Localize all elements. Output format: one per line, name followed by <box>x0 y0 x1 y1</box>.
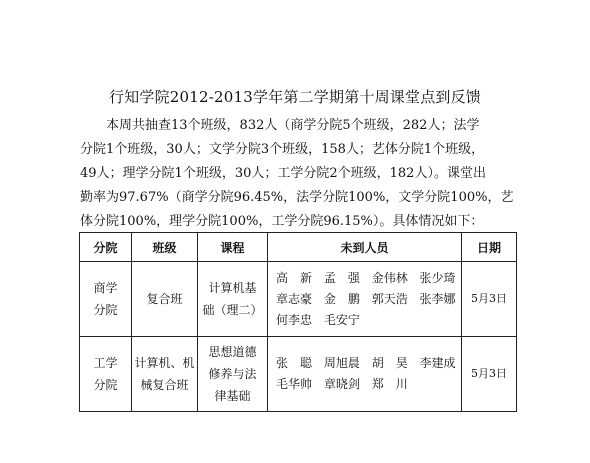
student-name: 郑 川 <box>371 377 408 391</box>
date-cell: 5月3日 <box>462 337 517 412</box>
summary-paragraph <box>80 114 517 234</box>
header-class: 班级 <box>132 233 198 262</box>
date-cell: 5月3日 <box>462 262 517 337</box>
college-text: 分院 <box>93 378 118 392</box>
college-text: 工学 <box>93 356 118 370</box>
class-cell <box>132 337 198 412</box>
header-college: 分院 <box>80 233 132 262</box>
summary-line: 勤率为97.67%（商学分院96.45%，法学分院100%，文学分院100%，艺 <box>80 190 514 205</box>
student-name: 金伟林 <box>371 270 408 285</box>
course-text: 修养与法 <box>208 367 257 381</box>
names-line <box>276 353 461 374</box>
class-cell <box>132 262 198 337</box>
absentees-cell <box>268 337 462 412</box>
header-course: 课程 <box>198 233 268 262</box>
document-title: 行知学院2012-2013学年第二学期第十周课堂点到反馈 <box>108 88 482 106</box>
course-text: 础（理二） <box>202 303 263 317</box>
student-name: 张 聪 <box>276 356 313 370</box>
names-line <box>276 268 461 289</box>
student-name: 张李娜 <box>419 291 456 306</box>
table-row <box>80 262 517 337</box>
student-name: 章志豪 <box>276 291 313 306</box>
college-cell <box>80 262 132 337</box>
student-name: 何李忠 <box>276 312 313 327</box>
names-line <box>276 289 461 310</box>
student-name: 毛华帅 <box>276 377 313 391</box>
names-line <box>276 310 461 331</box>
class-text: 计算机、机 <box>134 356 195 370</box>
student-name: 李建成 <box>419 356 456 370</box>
header-absentees: 未到人员 <box>268 233 462 262</box>
summary-line: 分院1个班级，30人；文学分院3个班级，158人；艺体分院1个班级， <box>80 142 485 157</box>
student-name: 金 鹏 <box>323 291 360 306</box>
student-name: 孟 强 <box>323 270 360 285</box>
names-line <box>276 374 461 395</box>
student-name: 胡 昊 <box>371 356 408 370</box>
course-text: 计算机基 <box>208 281 257 295</box>
college-text: 分院 <box>93 303 118 317</box>
student-name: 章晓剑 <box>323 377 360 391</box>
table-header-row <box>80 233 517 262</box>
table-row <box>80 337 517 412</box>
course-cell <box>198 337 268 412</box>
student-name: 周旭晨 <box>323 356 360 370</box>
summary-line: 49人；理学分院1个班级，30人；工学分院2个班级，182人）。课堂出 <box>80 166 486 181</box>
class-text: 械复合班 <box>140 378 189 392</box>
absence-table <box>79 232 517 412</box>
college-cell <box>80 337 132 412</box>
header-date: 日期 <box>462 233 517 262</box>
course-cell <box>198 262 268 337</box>
summary-line: 本周共抽查13个班级，832人（商学分院5个班级，282人；法学 <box>106 118 480 133</box>
student-name: 郭天浩 <box>371 291 408 306</box>
absentees-cell <box>268 262 462 337</box>
student-name: 毛安宁 <box>323 312 360 327</box>
course-text: 思想道德 <box>208 345 257 359</box>
college-text: 商学 <box>93 281 118 295</box>
summary-line: 体分院100%，理学分院100%，工学分院96.15%）。具体情况如下： <box>80 214 484 229</box>
student-name: 张少琦 <box>419 270 456 285</box>
course-text: 律基础 <box>214 389 251 403</box>
class-text: 复合班 <box>146 292 183 306</box>
student-name: 高 新 <box>276 270 313 285</box>
